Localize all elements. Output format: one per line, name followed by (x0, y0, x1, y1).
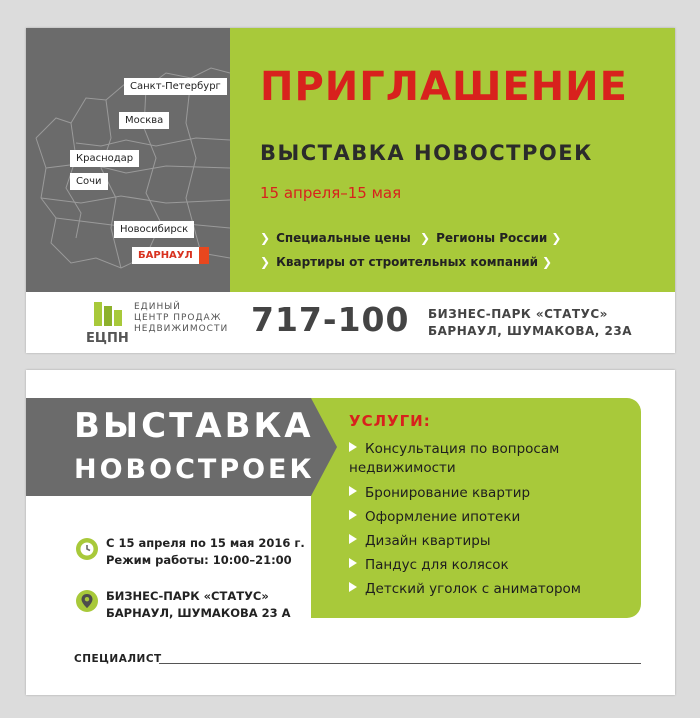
invitation-back-card (26, 370, 675, 695)
exhibition-subtitle: ВЫСТАВКА НОВОСТРОЕК (260, 141, 593, 165)
triangle-bullet-icon (349, 510, 357, 520)
back-title-line2: НОВОСТРОЕК (74, 454, 315, 485)
schedule-text: С 15 апреля по 15 мая 2016 г. Режим работы: 10:00–21:00 (106, 536, 305, 567)
chevron-icon: ❯ (542, 255, 553, 269)
triangle-bullet-icon (349, 558, 357, 568)
chevron-icon: ❯ (420, 231, 431, 245)
service-item: Детский уголок с аниматором (349, 580, 581, 599)
russia-map (26, 28, 230, 292)
invitation-title: ПРИГЛАШЕНИЕ (260, 64, 628, 110)
city-label-barnaul: БАРНАУЛ (132, 247, 209, 264)
venue-address: БИЗНЕС-ПАРК «СТАТУС» БАРНАУЛ, ШУМАКОВА, 23А (428, 307, 632, 338)
city-label-novosibirsk: Новосибирск (114, 221, 194, 238)
svg-text:ЕЦПН: ЕЦПН (86, 331, 128, 346)
invitation-front-card (26, 28, 675, 353)
specialist-label: СПЕЦИАЛИСТ (74, 653, 162, 665)
city-label-spb: Санкт-Петербург (124, 78, 227, 95)
location-text: БИЗНЕС-ПАРК «СТАТУС» БАРНАУЛ, ШУМАКОВА 23 А (106, 589, 291, 620)
feature-item: ❯ Квартиры от строительных компаний ❯ (260, 255, 553, 269)
service-item: Консультация по вопросам (349, 440, 559, 459)
specialist-signature-line[interactable] (159, 663, 641, 664)
chevron-icon: ❯ (551, 231, 562, 245)
exhibition-dates: 15 апреля–15 мая (260, 184, 402, 202)
city-label-krasnodar: Краснодар (70, 150, 139, 167)
triangle-bullet-icon (349, 486, 357, 496)
service-item: Бронирование квартир (349, 484, 530, 503)
service-item: Оформление ипотеки (349, 508, 520, 527)
feature-item: ❯ Регионы России ❯ (420, 231, 562, 245)
contact-strip (26, 292, 675, 353)
phone-number: 717-100 (251, 300, 410, 339)
chevron-icon: ❯ (260, 231, 271, 245)
city-label-sochi: Сочи (70, 173, 108, 190)
building-logo-icon (86, 300, 128, 346)
banner-arrow (311, 398, 337, 496)
service-item-continued: недвижимости (349, 460, 456, 476)
clock-icon (76, 538, 98, 560)
service-item: Дизайн квартиры (349, 532, 490, 551)
map-pin-icon (76, 590, 98, 612)
feature-item: ❯ Специальные цены (260, 231, 411, 245)
company-logo (86, 300, 128, 350)
triangle-bullet-icon (349, 534, 357, 544)
services-heading: УСЛУГИ: (349, 412, 431, 430)
chevron-icon: ❯ (260, 255, 271, 269)
company-name: ЕДИНЫЙ ЦЕНТР ПРОДАЖ НЕДВИЖИМОСТИ (134, 302, 229, 334)
service-item: Пандус для колясок (349, 556, 509, 575)
triangle-bullet-icon (349, 442, 357, 452)
invitation-panel (230, 28, 675, 292)
city-label-moscow: Москва (119, 112, 169, 129)
triangle-bullet-icon (349, 582, 357, 592)
back-title-line1: ВЫСТАВКА (74, 406, 314, 446)
